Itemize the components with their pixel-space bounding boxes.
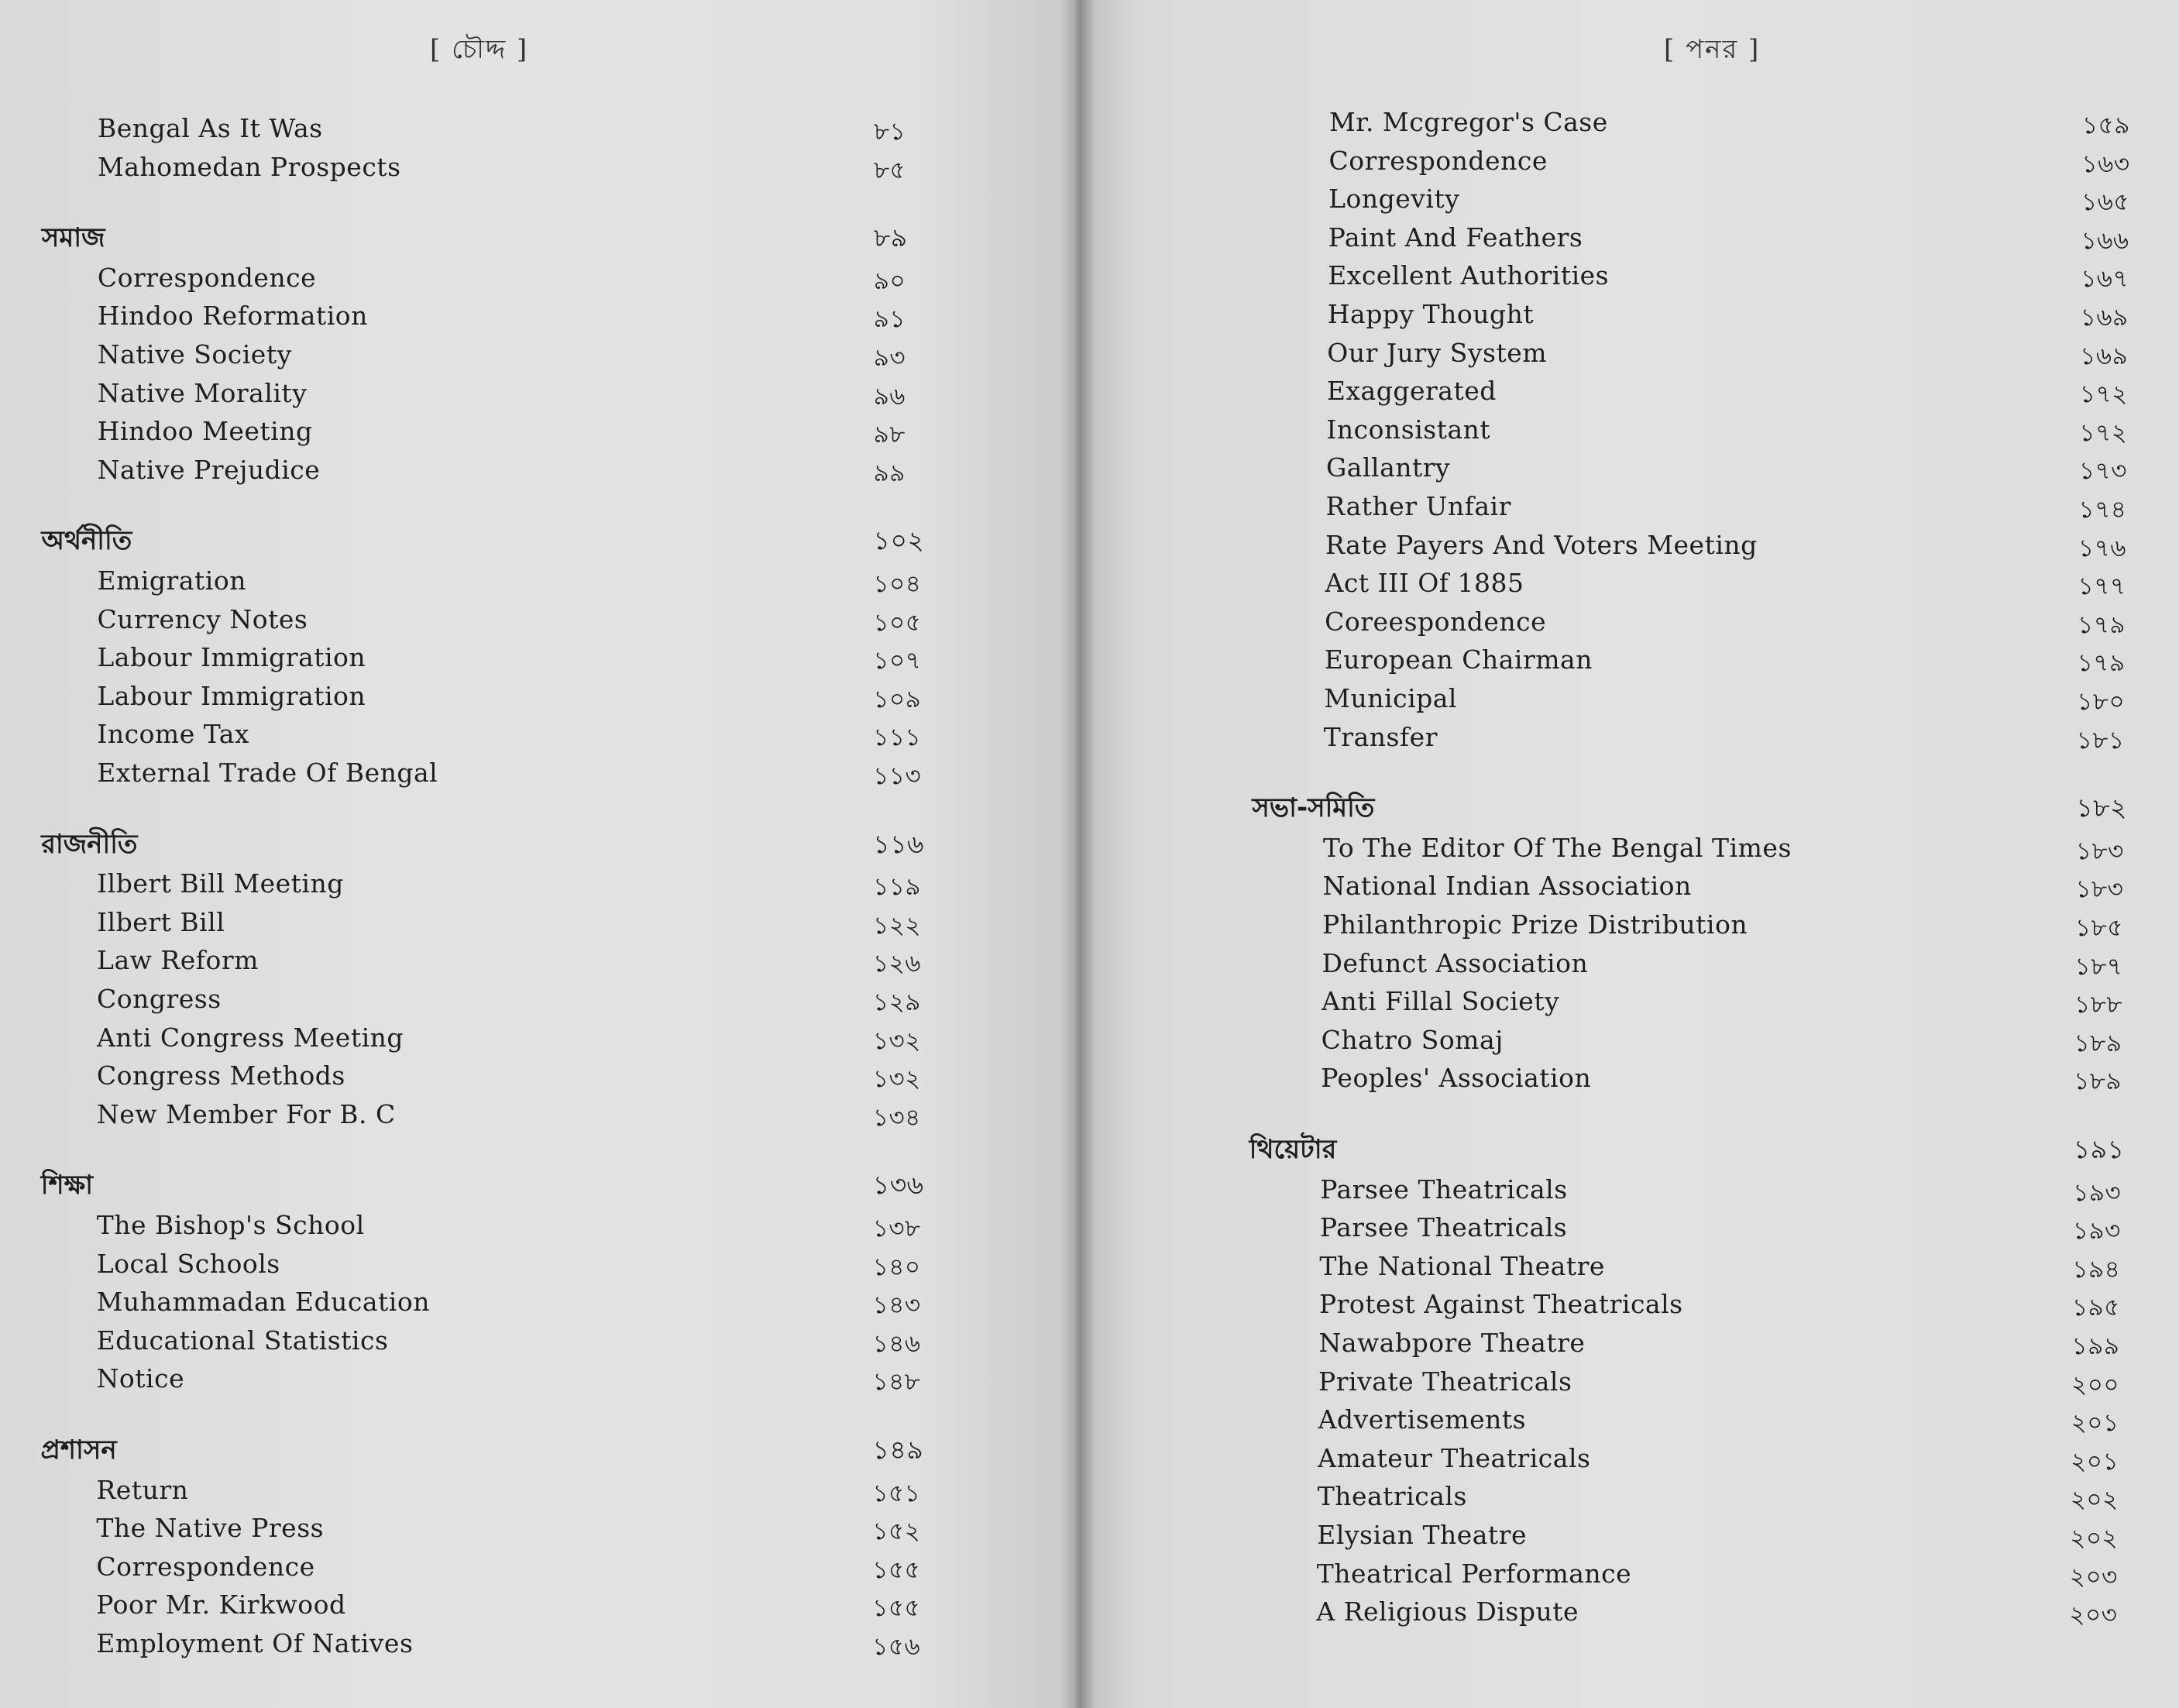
entry-page-number: ১৫২: [872, 1517, 921, 1546]
entry-page-number: ১৫৬: [872, 1633, 921, 1661]
entry-page-number: ২০৩: [2069, 1562, 2118, 1591]
entry-page-number: ১৭৪: [2078, 496, 2127, 524]
entry-page-number: ৯৯: [873, 459, 906, 487]
entry-page-number: ১৪৬: [872, 1329, 921, 1358]
section-page-number: ১১৬: [873, 828, 924, 859]
entry-page-number: ২০৩: [2069, 1601, 2118, 1630]
entry-page-number: ১৭২: [2079, 380, 2128, 409]
entry-title: Elysian Theatre: [1317, 1520, 1527, 1550]
entry-page-number: ১৮৩: [2075, 837, 2124, 865]
entry-page-number: ১২৯: [873, 988, 921, 1016]
section-page-number: ১০২: [873, 525, 925, 556]
entry-title: National Indian Association: [1322, 871, 1692, 902]
entry-page-number: ১৯৩: [2073, 1178, 2122, 1207]
entry-page-number: ১৭৭: [2078, 572, 2126, 601]
entry-title: Labour Immigration: [97, 642, 366, 673]
entry-page-number: ১৫১: [872, 1479, 921, 1507]
entry-title: Rather Unfair: [1325, 491, 1511, 521]
entry-page-number: ১১৩: [873, 762, 922, 790]
entry-title: Ilbert Bill: [97, 906, 225, 937]
entry-title: The National Theatre: [1319, 1250, 1605, 1281]
entry-title: Income Tax: [97, 719, 249, 750]
entry-page-number: ১৯৯: [2071, 1332, 2120, 1360]
entry-title: Emigration: [97, 565, 246, 596]
entry-page-number: ১৮৮: [2074, 991, 2122, 1019]
entry-page-number: ১৪০: [872, 1253, 921, 1281]
entry-title: Congress: [97, 984, 222, 1014]
entry-title: Paint And Feathers: [1328, 222, 1583, 253]
entry-title: Correspondence: [96, 1551, 315, 1582]
section-heading: প্রশাসন: [40, 1435, 117, 1466]
entry-title: Defunct Association: [1321, 947, 1589, 978]
entry-title: Longevity: [1328, 184, 1460, 215]
entry-title: Native Prejudice: [97, 454, 321, 485]
entry-page-number: ৯০: [873, 266, 906, 295]
entry-page-number: ৯৬: [873, 382, 906, 411]
section-page-number: ১৮২: [2076, 792, 2128, 823]
entry-title: Our Jury System: [1327, 337, 1548, 368]
entry-page-number: ১৭২: [2079, 418, 2128, 447]
entry-page-number: ১৭৯: [2078, 610, 2126, 639]
entry-page-number: ১৯৩: [2072, 1217, 2121, 1246]
entry-page-number: ৯৮: [873, 421, 906, 449]
entry-page-number: ১৯৪: [2072, 1255, 2121, 1284]
entry-title: Correspondence: [97, 262, 317, 293]
section-heading: অর্থনীতি: [41, 525, 132, 557]
entry-title: Private Theatricals: [1318, 1366, 1572, 1397]
entry-title: Gallantry: [1325, 452, 1451, 483]
entry-title: New Member For B. C: [96, 1098, 396, 1129]
entry-title: Amateur Theatricals: [1318, 1442, 1591, 1473]
section-heading: রাজনীতি: [41, 828, 138, 860]
section-heading: থিয়েটার: [1249, 1134, 1337, 1165]
entry-title: To The Editor Of The Bengal Times: [1322, 832, 1792, 863]
entry-title: Theatrical Performance: [1316, 1558, 1632, 1589]
entry-page-number: ৮৫: [873, 156, 906, 184]
entry-title: Peoples' Association: [1321, 1063, 1592, 1094]
entry-page-number: ১৩৮: [872, 1215, 921, 1242]
left-page: [0, 0, 1075, 1708]
entry-page-number: ৮১: [874, 118, 906, 146]
entry-title: Law Reform: [97, 945, 259, 976]
entry-title: Native Society: [97, 339, 292, 369]
entry-title: Nawabpore Theatre: [1318, 1328, 1586, 1358]
entry-title: Advertisements: [1318, 1404, 1527, 1435]
entry-title: Labour Immigration: [97, 680, 366, 711]
entry-title: Rate Payers And Voters Meeting: [1325, 529, 1758, 560]
entry-title: Exaggerated: [1326, 376, 1497, 407]
entry-page-number: ১২২: [873, 911, 922, 940]
entry-title: Hindoo Reformation: [97, 301, 368, 332]
right-toc: [1075, 0, 2179, 1708]
entry-title: Local Schools: [96, 1248, 280, 1279]
entry-page-number: ১১৯: [873, 873, 921, 902]
entry-title: Anti Fillal Society: [1321, 986, 1560, 1017]
entry-title: Bengal As It Was: [98, 113, 323, 143]
entry-page-number: ১৫৯: [2082, 112, 2130, 139]
entry-title: Protest Against Theatricals: [1318, 1289, 1683, 1320]
entry-page-number: ২০২: [2070, 1486, 2119, 1514]
entry-page-number: ১৪৩: [872, 1291, 921, 1320]
left-page-header: [ চৌদ্দ ]: [430, 34, 529, 65]
entry-title: Happy Thought: [1327, 299, 1535, 329]
entry-page-number: ৯১: [873, 305, 906, 334]
entry-page-number: ১০৯: [873, 685, 922, 713]
entry-page-number: ১৫৫: [872, 1594, 921, 1623]
entry-title: Muhammadan Education: [96, 1287, 430, 1318]
entry-page-number: ১৮০: [2077, 688, 2126, 716]
entry-title: Congress Methods: [96, 1060, 345, 1091]
entry-page-number: ১৬৫: [2081, 188, 2129, 217]
entry-page-number: ১৬৩: [2081, 149, 2130, 178]
entry-page-number: ১৭৬: [2078, 534, 2126, 562]
entry-title: Mahomedan Prospects: [97, 151, 401, 182]
entry-title: Return: [96, 1474, 189, 1505]
entry-page-number: ২০১: [2071, 1409, 2119, 1438]
entry-title: Parsee Theatricals: [1319, 1212, 1568, 1243]
entry-page-number: ১৩৪: [872, 1103, 921, 1132]
entry-page-number: ৯৩: [873, 344, 906, 372]
entry-page-number: ১৮৭: [2074, 952, 2123, 981]
entry-title: Transfer: [1323, 721, 1438, 752]
entry-page-number: ১৬৭: [2081, 265, 2129, 294]
section-heading: শিক্ষা: [40, 1170, 94, 1201]
entry-title: Municipal: [1324, 683, 1457, 713]
entry-title: Ilbert Bill Meeting: [97, 868, 344, 899]
entry-page-number: ১৮৫: [2075, 914, 2123, 942]
entry-title: Poor Mr. Kirkwood: [96, 1589, 346, 1620]
entry-page-number: ২০১: [2071, 1447, 2119, 1476]
entry-page-number: ১৭৯: [2077, 649, 2126, 678]
entry-page-number: ২০২: [2070, 1524, 2119, 1552]
entry-title: Currency Notes: [97, 603, 308, 634]
section-page-number: ১৪৯: [872, 1435, 924, 1465]
entry-page-number: ১৮৯: [2074, 1067, 2122, 1096]
entry-page-number: ১৮১: [2076, 726, 2125, 754]
entry-title: Act III Of 1885: [1325, 568, 1524, 599]
entry-title: Mr. Mcgregor's Case: [1329, 107, 1608, 137]
entry-title: Hindoo Meeting: [97, 416, 313, 447]
entry-page-number: ১২৬: [873, 950, 921, 978]
entry-title: Parsee Theatricals: [1320, 1174, 1568, 1205]
section-heading: সভা-সমিতি: [1252, 792, 1375, 824]
entry-title: Coreespondence: [1325, 606, 1547, 637]
entry-title: Chatro Somaj: [1321, 1024, 1504, 1055]
entry-title: Anti Congress Meeting: [96, 1022, 404, 1053]
entry-page-number: ১৯৫: [2071, 1294, 2120, 1322]
left-toc: [0, 0, 1075, 1708]
entry-page-number: ১৩২: [872, 1065, 921, 1094]
entry-title: Excellent Authorities: [1328, 260, 1610, 291]
entry-title: Theatricals: [1317, 1481, 1467, 1512]
entry-title: Educational Statistics: [96, 1325, 389, 1356]
entry-page-number: ১৭৩: [2078, 457, 2127, 486]
section-heading: সমাজ: [41, 222, 105, 254]
entry-title: Native Morality: [97, 377, 308, 408]
entry-page-number: ১৬৯: [2080, 304, 2129, 332]
entry-title: Philanthropic Prize Distribution: [1322, 909, 1748, 940]
entry-page-number: ১৪৮: [872, 1368, 921, 1397]
right-page: [1075, 0, 2179, 1708]
entry-title: The Bishop's School: [96, 1210, 365, 1240]
right-page-header: [ পনর ]: [1664, 34, 1761, 65]
entry-page-number: ১৬৬: [2081, 226, 2129, 255]
entry-page-number: ১০৫: [873, 608, 922, 637]
section-page-number: ১৯১: [2073, 1134, 2125, 1164]
entry-page-number: ১৮৯: [2074, 1029, 2122, 1057]
entry-title: Notice: [96, 1363, 185, 1394]
entry-page-number: ১১১: [873, 723, 922, 752]
entry-page-number: ১৮৩: [2075, 875, 2124, 904]
entry-page-number: ১৬৯: [2080, 342, 2129, 370]
entry-page-number: ১৫৫: [872, 1555, 921, 1584]
section-page-number: ১৩৬: [872, 1170, 924, 1201]
entry-title: The Native Press: [96, 1513, 325, 1544]
entry-page-number: ২০০: [2071, 1370, 2120, 1399]
section-page-number: ৮৯: [873, 222, 908, 253]
entry-title: Correspondence: [1328, 145, 1548, 176]
entry-page-number: ১৩২: [872, 1026, 921, 1055]
entry-page-number: ১০৪: [873, 570, 922, 598]
book-gutter: [1061, 0, 1095, 1708]
entry-title: European Chairman: [1324, 644, 1593, 675]
entry-title: Inconsistant: [1326, 414, 1491, 445]
entry-page-number: ১০৭: [873, 647, 922, 675]
entry-title: External Trade Of Bengal: [97, 758, 438, 788]
entry-title: A Religious Dispute: [1316, 1596, 1579, 1627]
entry-title: Employment Of Natives: [96, 1628, 414, 1658]
